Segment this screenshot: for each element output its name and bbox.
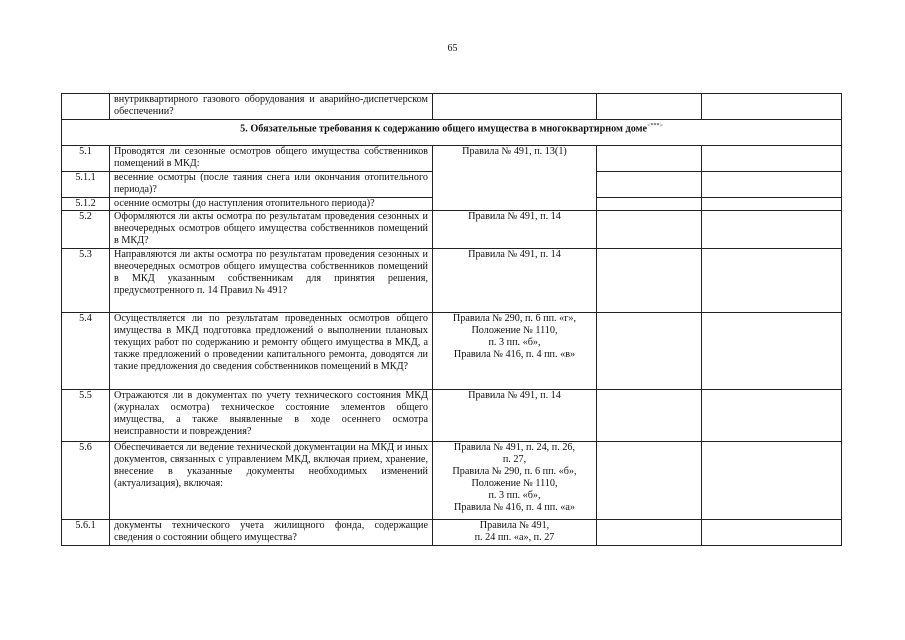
item-number: 5.3 xyxy=(62,249,110,313)
table-row xyxy=(62,390,842,442)
answer-cell xyxy=(597,198,702,211)
note-cell xyxy=(702,211,842,249)
item-number: 5.6.1 xyxy=(62,520,110,546)
table-row xyxy=(62,520,842,546)
answer-cell xyxy=(597,94,702,120)
answer-cell xyxy=(597,520,702,546)
item-number: 5.1 xyxy=(62,146,110,172)
reference-line: Положение № 1110, xyxy=(471,325,558,336)
reference-line: Правила № 416, п. 4 пп. «в» xyxy=(453,349,576,360)
item-number: 5.1.2 xyxy=(62,198,110,211)
item-number: 5.5 xyxy=(62,390,110,442)
section-footnote: <***> xyxy=(647,123,663,129)
item-reference: Правила № 491, п. 13(1) xyxy=(433,146,597,211)
answer-cell xyxy=(597,146,702,172)
answer-cell xyxy=(597,211,702,249)
item-number: 5.4 xyxy=(62,313,110,390)
note-cell xyxy=(702,313,842,390)
checklist-table xyxy=(61,93,842,546)
table-row xyxy=(62,249,842,313)
reference-line: Правила № 491, xyxy=(479,520,550,531)
item-reference: Правила № 491, п. 14 xyxy=(433,211,597,249)
answer-cell xyxy=(597,313,702,390)
note-cell xyxy=(702,520,842,546)
reference-line: Правила № 491, п. 24, п. 26, xyxy=(453,442,576,453)
item-question: внутриквартирного газового оборудования и аварийно-диспетчерском обеспечении? xyxy=(110,94,433,120)
table-row xyxy=(62,94,842,120)
item-question: осенние осмотры (до наступления отопительного периода)? xyxy=(110,198,433,211)
item-question: Направляются ли акты осмотра по результатам проведения сезонных и внеочередных осмотров общего имущества собственников помещений в МКД указанным собственникам для принятия решения, предусмотренного п. 14 Правил № 491? xyxy=(110,249,433,313)
item-question: Проводятся ли сезонные осмотров общего имущества собственников помещений в МКД: xyxy=(110,146,433,172)
reference-line: п. 24 пп. «а», п. 27 xyxy=(474,532,555,543)
page-number: 65 xyxy=(447,43,458,54)
note-cell xyxy=(702,390,842,442)
item-question: весенние осмотры (после таяния снега или окончания отопительного периода)? xyxy=(110,172,433,198)
reference-line: п. 3 пп. «б», xyxy=(488,490,541,501)
item-number: 5.6 xyxy=(62,442,110,520)
reference-line: Правила № 290, п. 6 пп. «г», xyxy=(452,313,577,324)
answer-cell xyxy=(597,249,702,313)
item-question: документы технического учета жилищного фонда, содержащие сведения о состоянии общего имущества? xyxy=(110,520,433,546)
answer-cell xyxy=(597,390,702,442)
reference-line: Правила № 416, п. 4 пп. «а» xyxy=(454,502,575,513)
item-reference xyxy=(433,313,597,390)
item-question: Обеспечивается ли ведение технической документации на МКД и иных документов, связанных с управлением МКД, включая прием, хранение, внесение в указанные документы необходимых изменений (актуализация), включая: xyxy=(110,442,433,520)
item-number: 5.1.1 xyxy=(62,172,110,198)
note-cell xyxy=(702,146,842,172)
item-reference xyxy=(433,442,597,520)
table-row xyxy=(62,313,842,390)
answer-cell xyxy=(597,172,702,198)
note-cell xyxy=(702,198,842,211)
note-cell xyxy=(702,172,842,198)
note-cell xyxy=(702,442,842,520)
item-reference: Правила № 491, п. 14 xyxy=(433,390,597,442)
reference-line: Правила № 290, п. 6 пп. «б», xyxy=(452,466,577,477)
item-question: Оформляются ли акты осмотра по результатам проведения сезонных и внеочередных осмотров общего имущества собственников помещений в МКД? xyxy=(110,211,433,249)
reference-line: п. 3 пп. «б», xyxy=(488,337,541,348)
answer-cell xyxy=(597,442,702,520)
reference-line: Положение № 1110, xyxy=(471,478,558,489)
table-row xyxy=(62,211,842,249)
reference-line: п. 27, xyxy=(502,454,527,465)
section-title-text: 5. Обязательные требования к содержанию общего имущества в многоквартирном доме xyxy=(240,123,648,135)
section-header-row xyxy=(62,120,842,146)
item-question: Осуществляется ли по результатам проведенных осмотров общего имущества в МКД подготовка предложений о выполнении плановых текущих работ по содержанию и ремонту общего имущества в МКД, а также предложений о проведении капитального ремонта, доводятся ли такие предложения до сведения собственников помещений в МКД? xyxy=(110,313,433,390)
item-reference xyxy=(433,94,597,120)
section-title xyxy=(62,120,842,146)
note-cell xyxy=(702,94,842,120)
item-number xyxy=(62,94,110,120)
item-reference xyxy=(433,520,597,546)
item-reference: Правила № 491, п. 14 xyxy=(433,249,597,313)
item-question: Отражаются ли в документах по учету технического состояния МКД (журналах осмотра) техническое состояние элементов общего имущества, а также выявленные в ходе осеннего осмотра неисправности и повреждения? xyxy=(110,390,433,442)
note-cell xyxy=(702,249,842,313)
table-row xyxy=(62,442,842,520)
table-row xyxy=(62,146,842,172)
item-number: 5.2 xyxy=(62,211,110,249)
